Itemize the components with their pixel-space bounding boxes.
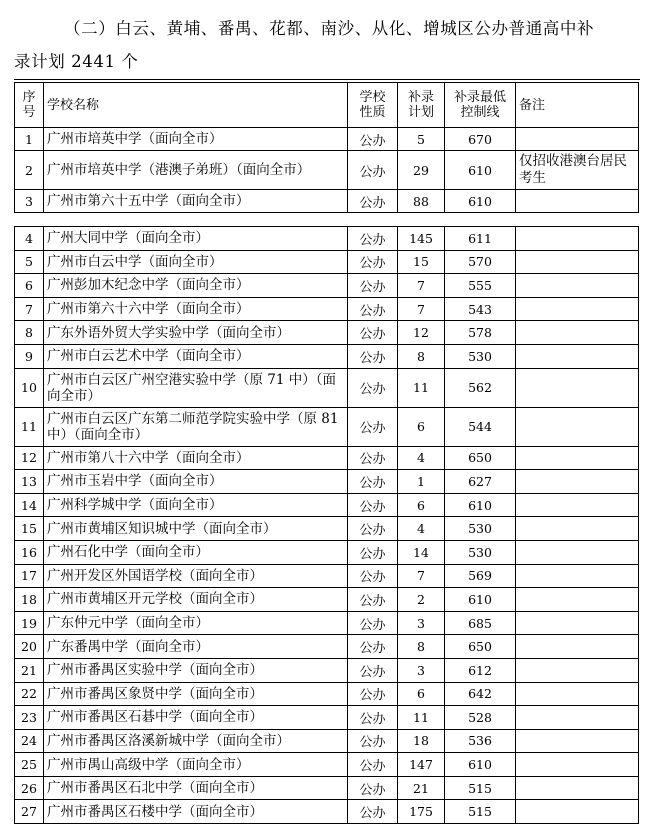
remarks: 仅招收港澳台居民考生 (516, 151, 639, 190)
table-row (15, 635, 639, 659)
school-name: 广州市第六十六中学（面向全市） (44, 297, 348, 321)
table-row (15, 776, 639, 800)
school-name: 广州市番禺区石楼中学（面向全市） (44, 800, 348, 824)
remarks (516, 274, 639, 298)
school-type: 公办 (348, 321, 398, 345)
row-number: 7 (15, 297, 44, 321)
school-name: 广州市第六十五中学（面向全市） (44, 190, 348, 213)
table-header-row (15, 83, 639, 128)
school-type: 公办 (348, 635, 398, 659)
school-type: 公办 (348, 128, 398, 151)
min-score: 650 (445, 635, 516, 659)
school-name: 广州开发区外国语学校（面向全市） (44, 564, 348, 588)
table-row (15, 250, 639, 274)
min-score: 670 (445, 128, 516, 151)
min-score: 530 (445, 540, 516, 564)
quota-count: 175 (398, 800, 445, 824)
remarks (516, 128, 639, 151)
school-type: 公办 (348, 407, 398, 446)
quota-count: 147 (398, 753, 445, 777)
row-number: 17 (15, 564, 44, 588)
remarks (516, 800, 639, 824)
row-number: 4 (15, 227, 44, 251)
quota-count: 7 (398, 274, 445, 298)
table-row (15, 190, 639, 213)
school-type: 公办 (348, 611, 398, 635)
remarks (516, 368, 639, 407)
table-row (15, 658, 639, 682)
min-score: 685 (445, 611, 516, 635)
remarks (516, 635, 639, 659)
school-name: 广州市白云中学（面向全市） (44, 250, 348, 274)
table-row (15, 128, 639, 151)
min-score: 515 (445, 800, 516, 824)
min-score: 528 (445, 706, 516, 730)
school-name: 广州市番禺区石碁中学（面向全市） (44, 706, 348, 730)
school-name: 广州市第八十六中学（面向全市） (44, 446, 348, 470)
school-name: 广州石化中学（面向全市） (44, 540, 348, 564)
remarks (516, 682, 639, 706)
remarks (516, 470, 639, 494)
row-number: 2 (15, 151, 44, 190)
school-type: 公办 (348, 151, 398, 190)
school-type: 公办 (348, 753, 398, 777)
quota-count: 7 (398, 564, 445, 588)
min-score: 610 (445, 753, 516, 777)
remarks (516, 564, 639, 588)
row-number: 3 (15, 190, 44, 213)
row-number: 5 (15, 250, 44, 274)
quota-count: 5 (398, 128, 445, 151)
school-name: 广州市黄埔区知识城中学（面向全市） (44, 517, 348, 541)
school-type: 公办 (348, 297, 398, 321)
school-name: 广州市培英中学（面向全市） (44, 128, 348, 151)
school-name: 广州科学城中学（面向全市） (44, 493, 348, 517)
school-name: 广州大同中学（面向全市） (44, 227, 348, 251)
remarks (516, 321, 639, 345)
table-row (15, 540, 639, 564)
remarks (516, 611, 639, 635)
min-score: 530 (445, 517, 516, 541)
quota-count: 1 (398, 470, 445, 494)
school-name: 广东仲元中学（面向全市） (44, 611, 348, 635)
min-score: 555 (445, 274, 516, 298)
table-row (15, 588, 639, 612)
school-name: 广州市白云艺术中学（面向全市） (44, 344, 348, 368)
school-name: 广州彭加木纪念中学（面向全市） (44, 274, 348, 298)
school-type: 公办 (348, 776, 398, 800)
heading-line-1-text: （二）白云、黄埔、番禺、花都、南沙、从化、增城区公办普通高中补 (64, 19, 595, 38)
quota-count: 15 (398, 250, 445, 274)
row-number: 8 (15, 321, 44, 345)
quota-table-part-2 (14, 226, 639, 824)
row-number: 25 (15, 753, 44, 777)
row-number: 18 (15, 588, 44, 612)
row-number: 10 (15, 368, 44, 407)
min-score: 642 (445, 682, 516, 706)
min-score: 578 (445, 321, 516, 345)
heading-line-2: 录计划 2441 个 (14, 52, 139, 71)
school-type: 公办 (348, 540, 398, 564)
remarks (516, 250, 639, 274)
school-type: 公办 (348, 250, 398, 274)
quota-count: 4 (398, 446, 445, 470)
quota-count: 3 (398, 658, 445, 682)
remarks (516, 190, 639, 213)
row-number: 21 (15, 658, 44, 682)
remarks (516, 446, 639, 470)
row-number: 15 (15, 517, 44, 541)
school-name: 广东外语外贸大学实验中学（面向全市） (44, 321, 348, 345)
min-score: 610 (445, 588, 516, 612)
quota-count: 6 (398, 493, 445, 517)
row-number: 1 (15, 128, 44, 151)
min-score: 530 (445, 344, 516, 368)
heading-line-1 (14, 12, 642, 45)
table-row (15, 517, 639, 541)
row-number: 6 (15, 274, 44, 298)
min-score: 612 (445, 658, 516, 682)
table-row (15, 493, 639, 517)
remarks (516, 540, 639, 564)
min-score: 611 (445, 227, 516, 251)
quota-count: 3 (398, 611, 445, 635)
header-remarks: 备注 (516, 83, 639, 128)
page-break-rule-top (14, 79, 640, 80)
quota-count: 18 (398, 729, 445, 753)
page-heading (14, 12, 642, 78)
row-number: 23 (15, 706, 44, 730)
table-row (15, 321, 639, 345)
school-type: 公办 (348, 190, 398, 213)
row-number: 26 (15, 776, 44, 800)
remarks (516, 493, 639, 517)
table-row (15, 706, 639, 730)
header-min-score: 补录最低 控制线 (445, 83, 516, 128)
remarks (516, 297, 639, 321)
table-row (15, 800, 639, 824)
school-type: 公办 (348, 368, 398, 407)
school-name: 广州市番禺区石北中学（面向全市） (44, 776, 348, 800)
remarks (516, 517, 639, 541)
quota-count: 88 (398, 190, 445, 213)
header-quota: 补录 计划 (398, 83, 445, 128)
row-number: 22 (15, 682, 44, 706)
row-number: 9 (15, 344, 44, 368)
quota-count: 8 (398, 635, 445, 659)
min-score: 570 (445, 250, 516, 274)
remarks (516, 588, 639, 612)
school-type: 公办 (348, 470, 398, 494)
table-row (15, 344, 639, 368)
school-name: 广州市禺山高级中学（面向全市） (44, 753, 348, 777)
quota-count: 11 (398, 706, 445, 730)
min-score: 544 (445, 407, 516, 446)
min-score: 543 (445, 297, 516, 321)
table-row (15, 368, 639, 407)
school-type: 公办 (348, 227, 398, 251)
table-row (15, 753, 639, 777)
row-number: 12 (15, 446, 44, 470)
quota-count: 145 (398, 227, 445, 251)
quota-count: 11 (398, 368, 445, 407)
school-type: 公办 (348, 517, 398, 541)
min-score: 650 (445, 446, 516, 470)
school-name: 广州市培英中学（港澳子弟班）（面向全市） (44, 151, 348, 190)
min-score: 562 (445, 368, 516, 407)
header-no: 序 号 (15, 83, 44, 128)
quota-count: 21 (398, 776, 445, 800)
school-type: 公办 (348, 729, 398, 753)
row-number: 24 (15, 729, 44, 753)
row-number: 11 (15, 407, 44, 446)
min-score: 536 (445, 729, 516, 753)
remarks (516, 407, 639, 446)
table-row (15, 611, 639, 635)
table-row (15, 446, 639, 470)
school-type: 公办 (348, 658, 398, 682)
row-number: 14 (15, 493, 44, 517)
table-row (15, 470, 639, 494)
row-number: 19 (15, 611, 44, 635)
school-type: 公办 (348, 493, 398, 517)
quota-count: 7 (398, 297, 445, 321)
quota-count: 12 (398, 321, 445, 345)
table-row (15, 729, 639, 753)
remarks (516, 706, 639, 730)
remarks (516, 344, 639, 368)
school-name: 广州市番禺区洛溪新城中学（面向全市） (44, 729, 348, 753)
quota-count: 29 (398, 151, 445, 190)
table-row (15, 564, 639, 588)
table-row (15, 682, 639, 706)
row-number: 13 (15, 470, 44, 494)
school-type: 公办 (348, 800, 398, 824)
row-number: 16 (15, 540, 44, 564)
quota-count: 6 (398, 682, 445, 706)
remarks (516, 753, 639, 777)
school-name: 广东番禺中学（面向全市） (44, 635, 348, 659)
header-school-type: 学校 性质 (348, 83, 398, 128)
quota-count: 2 (398, 588, 445, 612)
school-name: 广州市白云区广东第二师范学院实验中学（原 81 中）（面向全市） (44, 407, 348, 446)
min-score: 610 (445, 190, 516, 213)
min-score: 627 (445, 470, 516, 494)
school-name: 广州市玉岩中学（面向全市） (44, 470, 348, 494)
min-score: 610 (445, 151, 516, 190)
quota-count: 6 (398, 407, 445, 446)
quota-table-part-1 (14, 82, 639, 213)
table-row (15, 297, 639, 321)
school-name: 广州市黄埔区开元学校（面向全市） (44, 588, 348, 612)
remarks (516, 776, 639, 800)
school-type: 公办 (348, 588, 398, 612)
school-name: 广州市番禺区象贤中学（面向全市） (44, 682, 348, 706)
school-type: 公办 (348, 344, 398, 368)
table-row (15, 274, 639, 298)
min-score: 515 (445, 776, 516, 800)
row-number: 20 (15, 635, 44, 659)
quota-count: 4 (398, 517, 445, 541)
table-row (15, 407, 639, 446)
remarks (516, 658, 639, 682)
quota-count: 14 (398, 540, 445, 564)
school-type: 公办 (348, 706, 398, 730)
school-name: 广州市白云区广州空港实验中学（原 71 中）（面向全市） (44, 368, 348, 407)
row-number: 27 (15, 800, 44, 824)
table-row (15, 151, 639, 190)
school-type: 公办 (348, 446, 398, 470)
school-type: 公办 (348, 564, 398, 588)
min-score: 569 (445, 564, 516, 588)
school-type: 公办 (348, 274, 398, 298)
min-score: 610 (445, 493, 516, 517)
header-school-name: 学校名称 (44, 83, 348, 128)
quota-count: 8 (398, 344, 445, 368)
remarks (516, 227, 639, 251)
school-name: 广州市番禺区实验中学（面向全市） (44, 658, 348, 682)
table-row (15, 227, 639, 251)
remarks (516, 729, 639, 753)
school-type: 公办 (348, 682, 398, 706)
